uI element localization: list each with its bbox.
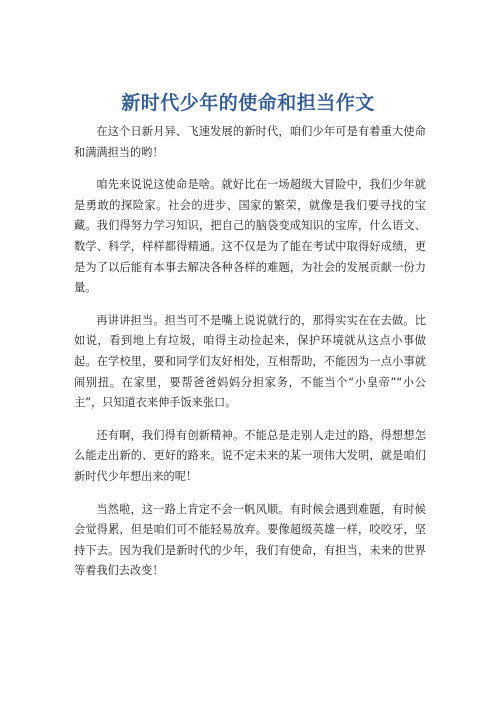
paragraph-2: 咱先来说说这使命是啥。就好比在一场超级大冒险中，我们少年就是勇敢的探险家。社会的进步、国家的繁荣，就像是我们要寻找的宝藏。我们得努力学习知识，把自己的脑袋变成知识的宝库，什么语文、数学、科学，样样都得精通。这不仅是为了能在考试中取得好成绩，更是为了以后能有本事去解决各种各样的难题，为社会的发展贡献一份力量。	[74, 178, 426, 295]
document-body	[74, 122, 426, 594]
paragraph-4: 还有啊，我们得有创新精神。不能总是走别人走过的路，得想想怎么能走出新的、更好的路来。说不定未来的某一项伟大发明，就是咱们新时代少年想出来的呢！	[74, 428, 426, 483]
paragraph-5: 当然啦，这一路上肯定不会一帆风顺。有时候会遇到难题，有时候会觉得累，但是咱们可不能轻易放弃。要像超级英雄一样，咬咬牙，坚持下去。因为我们是新时代的少年，我们有使命，有担当，未来的世界等着我们去改变！	[74, 502, 426, 578]
document-title: 新时代少年的使命和担当作文	[121, 92, 375, 114]
paragraph-1: 在这个日新月异、飞速发展的新时代，咱们少年可是有着重大使命和满满担当的哟！	[74, 125, 426, 159]
paragraph-3: 再讲讲担当。担当可不是嘴上说说就行的，那得实实在在去做。比如说，看到地上有垃圾，咱得主动捡起来，保护环境就从这点小事做起。在学校里，要和同学们友好相处，互相帮助，不能因为一点小事就闹别扭。在家里，要帮爸爸妈妈分担家务，不能当个“小皇帝”“小公主”，只知道衣来伸手饭来张口。	[74, 313, 426, 410]
